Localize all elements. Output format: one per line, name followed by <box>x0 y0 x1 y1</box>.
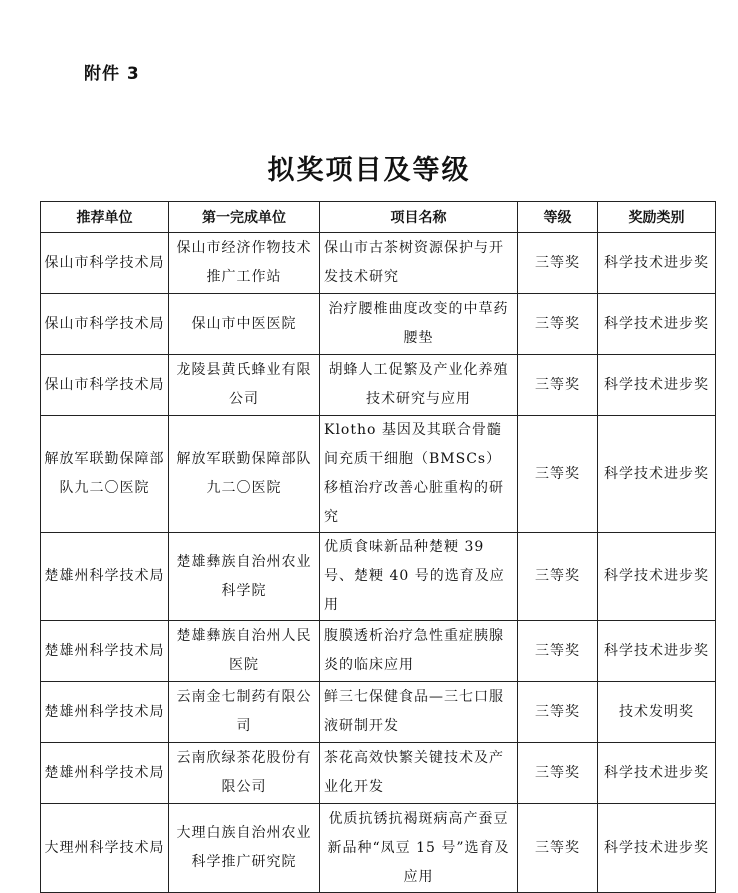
cell-grade: 三等奖 <box>518 743 598 804</box>
cell-project: 治疗腰椎曲度改变的中草药腰垫 <box>320 294 518 355</box>
header-unit: 第一完成单位 <box>169 202 320 233</box>
cell-unit: 保山市经济作物技术推广工作站 <box>169 233 320 294</box>
cell-unit: 龙陵县黄氏蜂业有限公司 <box>169 355 320 416</box>
cell-grade: 三等奖 <box>518 682 598 743</box>
cell-grade: 三等奖 <box>518 533 598 621</box>
table-row <box>41 533 716 621</box>
header-recommender: 推荐单位 <box>41 202 169 233</box>
cell-recommender: 楚雄州科学技术局 <box>41 682 169 743</box>
cell-unit: 解放军联勤保障部队九二〇医院 <box>169 416 320 533</box>
cell-unit: 云南欣绿茶花股份有限公司 <box>169 743 320 804</box>
cell-project: 茶花高效快繁关键技术及产业化开发 <box>320 743 518 804</box>
cell-grade: 三等奖 <box>518 294 598 355</box>
cell-category: 科学技术进步奖 <box>598 355 716 416</box>
table-row <box>41 682 716 743</box>
table-row <box>41 743 716 804</box>
cell-recommender: 解放军联勤保障部队九二〇医院 <box>41 416 169 533</box>
award-table <box>40 201 716 893</box>
cell-project: 优质抗锈抗褐斑病高产蚕豆新品种“凤豆 15 号”选育及应用 <box>320 804 518 893</box>
table-row <box>41 233 716 294</box>
table-row <box>41 416 716 533</box>
header-project: 项目名称 <box>320 202 518 233</box>
cell-recommender: 楚雄州科学技术局 <box>41 743 169 804</box>
cell-project: Klotho 基因及其联合骨髓间充质干细胞（BMSCs）移植治疗改善心脏重构的研究 <box>320 416 518 533</box>
cell-category: 科学技术进步奖 <box>598 233 716 294</box>
cell-project: 优质食味新品种楚粳 39 号、楚粳 40 号的选育及应用 <box>320 533 518 621</box>
cell-unit: 楚雄彝族自治州人民医院 <box>169 621 320 682</box>
cell-grade: 三等奖 <box>518 416 598 533</box>
cell-category: 科学技术进步奖 <box>598 621 716 682</box>
cell-project: 鲜三七保健食品—三七口服液研制开发 <box>320 682 518 743</box>
cell-project: 保山市古茶树资源保护与开发技术研究 <box>320 233 518 294</box>
header-category: 奖励类别 <box>598 202 716 233</box>
cell-grade: 三等奖 <box>518 804 598 893</box>
cell-recommender: 保山市科学技术局 <box>41 294 169 355</box>
cell-unit: 云南金七制药有限公司 <box>169 682 320 743</box>
header-grade: 等级 <box>518 202 598 233</box>
table-row <box>41 621 716 682</box>
cell-project: 胡蜂人工促繁及产业化养殖技术研究与应用 <box>320 355 518 416</box>
cell-category: 科学技术进步奖 <box>598 294 716 355</box>
cell-unit: 楚雄彝族自治州农业科学院 <box>169 533 320 621</box>
cell-recommender: 保山市科学技术局 <box>41 233 169 294</box>
table-header-row <box>41 202 716 233</box>
cell-category: 技术发明奖 <box>598 682 716 743</box>
cell-category: 科学技术进步奖 <box>598 804 716 893</box>
attachment-label: 附件 3 <box>84 64 140 84</box>
cell-recommender: 楚雄州科学技术局 <box>41 533 169 621</box>
cell-grade: 三等奖 <box>518 233 598 294</box>
cell-project: 腹膜透析治疗急性重症胰腺炎的临床应用 <box>320 621 518 682</box>
table-row <box>41 355 716 416</box>
cell-recommender: 保山市科学技术局 <box>41 355 169 416</box>
table-row <box>41 804 716 893</box>
document-title: 拟奖项目及等级 <box>267 155 471 186</box>
cell-grade: 三等奖 <box>518 355 598 416</box>
cell-unit: 大理白族自治州农业科学推广研究院 <box>169 804 320 893</box>
cell-category: 科学技术进步奖 <box>598 533 716 621</box>
cell-category: 科学技术进步奖 <box>598 743 716 804</box>
cell-category: 科学技术进步奖 <box>598 416 716 533</box>
cell-recommender: 大理州科学技术局 <box>41 804 169 893</box>
cell-unit: 保山市中医医院 <box>169 294 320 355</box>
cell-recommender: 楚雄州科学技术局 <box>41 621 169 682</box>
cell-grade: 三等奖 <box>518 621 598 682</box>
table-row <box>41 294 716 355</box>
